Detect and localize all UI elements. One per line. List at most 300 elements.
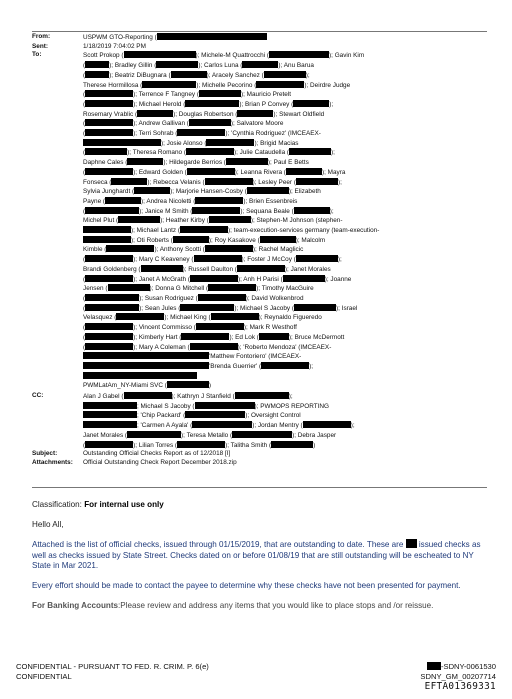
recipient-text: ); Theresa Romano ( [127,149,186,157]
redaction-block [141,265,183,272]
recipient-text: ); [350,422,355,430]
recipient-text: ); Paul E Betts [267,159,309,167]
redaction-block [208,284,256,291]
redaction-block [237,110,273,117]
redaction-block [186,148,234,155]
redaction-block [206,139,254,146]
redaction-block [261,362,309,369]
recipient-text: ); Hildegarde Berrios ( [163,159,226,167]
recipient-line [83,372,492,382]
recipient-line [83,411,492,421]
header-bottom-rule [32,487,487,488]
recipient-text: ); Janet Morales [284,265,331,273]
paragraph-3 [32,601,487,612]
recipient-text: ); [331,149,335,157]
recipient-text: ( [83,304,86,312]
redaction-block [205,245,253,252]
redaction-block [85,148,127,155]
recipient-text: ); Leanna Rivera ( [234,168,286,176]
recipient-text: ); Michele-M Quattrocchi ( [195,52,270,60]
redaction-block [83,226,131,233]
recipient-text: Alan J Gabel ( [83,393,124,401]
recipient-text: ); Gavin Kim [329,52,365,60]
redaction-block [289,148,331,155]
recipient-text: ); Anh H Parisi ( [237,275,283,283]
recipient-line [83,148,492,158]
redaction-block [260,236,296,243]
recipient-line [83,304,492,314]
recipient-text: ); Andrew Gallivan ( [133,120,189,128]
redaction-block [237,265,285,272]
recipient-text: ); [337,256,342,264]
redaction-block [85,275,133,282]
recipient-line [83,187,492,197]
recipient-text: 'Matthew Fontoriero' (IMCEAEX- [209,353,302,361]
recipient-text: ( [83,333,86,341]
redaction-block [180,304,234,311]
bates-sdny-text: -SDNY-0061530 [440,662,496,671]
recipient-text: ); Brian P Convey ( [239,100,294,108]
recipient-text: ( [83,441,86,449]
email-header [32,33,492,468]
recipient-text: ); Joanne [324,275,352,283]
recipient-text: ); Janet A McGrath ( [133,275,190,283]
redaction-block [271,441,316,449]
recipient-line [83,284,492,294]
redaction-block [247,187,289,194]
recipient-line [83,265,492,275]
recipient-text: ); PWMOPS REPORTING [254,402,329,410]
recipient-text: ; Michael S Jacoby ( [137,402,195,410]
recipient-text: ); Lesley Peer ( [252,178,296,186]
recipient-text: ); Michael Lantz ( [131,227,181,235]
redaction-block [283,275,325,282]
recipient-text: ); Terrence F Tangney ( [133,91,199,99]
recipient-text: ); Israel [336,304,358,312]
recipient-line [83,352,492,362]
paragraph-1-text-a: Attached is the list of official checks, issued through 01/15/2019, that are outstanding to date. These are [32,540,404,550]
redaction-block [127,158,163,165]
paragraph-1 [32,539,487,572]
subject-value: Outstanding Official Checks Report as of 12/2018 [I] [83,450,231,458]
recipient-line [83,51,492,61]
recipient-text: ); 'Cynthia Rodriguez' (IMCEAEX- [225,130,321,138]
recipient-line [83,255,492,265]
redaction-block [116,313,164,320]
redaction-block [171,71,207,78]
recipient-text: ); Mary A Coleman ( [133,343,190,351]
recipient-text: ); [288,393,293,401]
recipient-text: ); Rachel Maglicic [252,246,304,254]
redaction-block [406,539,417,548]
redaction-block [181,333,229,340]
redaction-block [85,100,133,107]
redaction-block [83,139,161,146]
recipient-line [83,90,492,100]
classification-line [32,500,487,511]
bates-sdny [420,662,496,672]
recipient-text: ( [83,100,86,108]
recipient-line [83,381,492,391]
to-recipients [83,51,492,391]
to-row [32,51,492,391]
confidential-notice: CONFIDENTIAL - PURSUANT TO FED. R. CRIM. P. 6(e) [16,662,209,671]
attachments-label: Attachments: [32,458,73,466]
recipient-text: ); Susan Rodriguez ( [139,294,198,302]
recipient-text: ( [83,62,86,70]
recipient-text: ); Douglas Robertson ( [173,110,238,118]
recipient-text: Payne ( [83,197,106,205]
redaction-block [167,381,212,390]
recipient-text: Fonseca ( [83,178,112,186]
recipient-text: ); Kimberly Hart ( [133,333,182,341]
redaction-block [196,323,244,330]
recipient-text: ); 'Roberto Mendoza' (IMCEAEX- [237,343,332,351]
email-body [32,500,487,620]
recipient-text: ; 'Carmen A Ayala' ( [137,422,193,430]
greeting: Hello All, [32,519,64,529]
recipient-line [83,431,492,441]
redaction-block [156,61,198,68]
recipient-text: ); [329,100,334,108]
recipient-text: Brandi Goldenberg ( [83,265,141,273]
recipient-text: ); Michael S Jacoby ( [234,304,295,312]
footer-right [420,662,496,692]
recipient-text: PWMLatAm_NY-Miami SVC ( [83,382,167,390]
recipient-text: ); Rebecca Velanis ( [147,178,205,186]
recipient-text: ); Kathryn J Stanfield ( [171,393,235,401]
recipient-line [83,236,492,246]
recipient-text: ); Reynaldo Figueredo [258,314,322,322]
recipient-text: ); [337,178,342,186]
bates-gm: SDNY_GM_00207714 [420,672,496,681]
classification-label: Classification: [32,500,82,509]
redaction-block [198,294,246,301]
redaction-block [124,51,196,58]
attachment-link[interactable]: Official Outstanding Check Report December 2018.zip [83,458,237,466]
recipient-line [83,441,492,451]
recipient-text: ); Michael King ( [164,314,211,322]
recipient-text: ( [83,294,86,302]
recipient-text: ); Donna G Mitchell ( [149,285,209,293]
recipient-text: ); Russell Daulton ( [182,265,237,273]
recipient-text: ); Bradley Gillin ( [109,62,157,70]
subject-row [32,450,492,459]
redaction-block [232,431,292,438]
redaction-block [108,284,150,291]
redaction-block [195,197,243,204]
recipient-text: Janet Morales ( [83,431,128,439]
redaction-block [85,304,139,311]
recipient-text: ); Deirdre Judge [304,81,351,89]
recipient-text: Velasquez ( [83,314,117,322]
redaction-block [85,129,133,136]
recipient-line [83,421,492,431]
recipient-text: ); Anthony Scotti ( [154,246,205,254]
recipient-line [83,119,492,129]
recipient-text: ); Oversight Control [245,412,301,420]
recipient-text: Sylvia Junghardt ( [83,188,135,196]
from-row [32,33,492,43]
redaction-block [83,402,137,409]
redaction-block [180,226,228,233]
recipient-text: ); Teresa Metallo ( [181,431,233,439]
recipient-text: ; 'Chip Packard' ( [137,412,186,420]
recipient-line [83,61,492,71]
recipient-text: ( [83,275,86,283]
header-top-rule [32,31,487,32]
redaction-block [134,187,170,194]
recipient-text: ); team-execution-services germany (team-execution- [228,227,380,235]
redaction-block [118,216,160,223]
from-value: USPWM GTO-Reporting ( [83,34,157,41]
redaction-block [296,178,338,185]
footer-left [16,662,209,682]
redaction-block [85,90,133,97]
recipient-line [83,139,492,149]
recipient-line [83,245,492,255]
recipient-text: ( [83,256,86,264]
recipient-text: ); Heather Kirby ( [160,217,209,225]
redaction-block [111,178,147,185]
recipient-text: Daphne Cales ( [83,159,128,167]
redaction-block [85,71,109,78]
redaction-block [303,421,351,428]
recipient-line [83,129,492,139]
recipient-text: ) [208,382,212,390]
redaction-block [293,100,329,107]
redaction-block [85,441,133,448]
redaction-block [211,313,259,320]
redaction-block [199,90,241,97]
sent-value: 1/18/2019 7:04:02 PM [83,42,146,50]
recipient-line [83,178,492,188]
recipient-text: ); Bruce McDermott [288,333,345,341]
recipient-text: ); Sequana Beale ( [240,207,294,215]
redaction-block [85,119,133,126]
redaction-block [192,421,252,428]
paragraph-2: Every effort should be made to contact the payee to determine why these checks have not been presented for payment. [32,580,461,590]
recipient-text: ); Debra Jasper [292,431,337,439]
redaction-block [85,333,133,340]
recipient-text: ); Terri Sohrab ( [133,130,178,138]
banking-accounts-text: :Please review and address any items that you would like to place stops and /or reissue. [118,600,434,610]
redaction-block [194,255,242,262]
redaction-block [85,207,139,214]
recipient-text: ) [313,441,316,449]
redaction-block [187,168,235,175]
recipient-text: ); Edward Golden ( [133,168,187,176]
redaction-block [127,431,181,438]
recipient-text: ); Oti Roberts ( [131,236,173,244]
redaction-block [83,421,137,428]
recipient-line [83,71,492,81]
redaction-block [190,343,238,350]
sent-label: Sent: [32,42,48,50]
recipient-text: ); Malcolm [295,236,326,244]
to-label: To: [32,51,42,59]
recipient-text: ); Anu Barua [278,62,314,70]
redaction-block [192,207,240,214]
redaction-block [177,441,225,448]
redaction-block [294,304,336,311]
recipient-text: Therese Hormillosa ( [83,81,143,89]
recipient-text: ( [83,130,86,138]
redaction-block [83,362,209,369]
recipient-text: ( [83,324,86,332]
redaction-block [85,294,139,301]
recipient-text: ); Aracely Sanchez ( [206,71,264,79]
recipient-text: ); Marjorie Hansen-Cosby ( [170,188,247,196]
recipient-line [83,343,492,353]
redaction-block [242,61,278,68]
recipient-text: ( [83,343,86,351]
recipient-text: ); Brien Essenbreis [243,197,298,205]
recipient-text: ); Beatriz DiBugnara ( [109,71,171,79]
classification-value: For internal use only [84,500,164,509]
recipient-text: Michel Plut ( [83,217,119,225]
recipient-line [83,226,492,236]
from-label: From: [32,33,51,40]
redaction-block [296,255,338,262]
recipient-text: ); Foster J McCoy ( [241,256,296,264]
recipient-text: Jensen ( [83,285,108,293]
recipient-text: ); [329,207,334,215]
recipient-text: ); Salvatore Moore [230,120,284,128]
redaction-block [142,81,196,88]
redaction-block [264,71,306,78]
recipient-text: ); Mark R Westhoff [243,324,297,332]
redaction-block [173,236,209,243]
redaction-block [85,168,133,175]
recipient-text: ); Julie Cataudella ( [233,149,290,157]
redaction-block [106,245,154,252]
recipient-text: ); Andrea Nicoletti ( [141,197,196,205]
redaction-block [235,392,289,399]
redaction-block [137,110,173,117]
redaction-block [85,255,133,262]
redaction-block [157,33,267,40]
recipient-line [83,294,492,304]
recipient-text: Kimble ( [83,246,107,254]
recipient-text: ); [305,71,310,79]
redaction-block [190,275,238,282]
recipient-line [83,402,492,412]
recipient-text: ); Mary C Keaveney ( [133,256,194,264]
recipient-line [83,333,492,343]
redaction-block [105,197,141,204]
redaction-block [185,411,245,418]
recipient-line [83,392,492,402]
recipient-text: Rosemary Vrablic ( [83,110,138,118]
recipient-text: 'Brenda Guerrier' ( [209,362,262,370]
recipient-text: ); Carlos Luna ( [198,62,243,70]
recipient-text: Scott Prokop ( [83,52,124,60]
recipient-line [83,168,492,178]
redaction-block [226,158,268,165]
redaction-block [177,129,225,136]
redaction-block [256,81,304,88]
cc-label: CC: [32,392,44,400]
recipient-line [83,100,492,110]
recipient-text: ); Ed Lok ( [229,333,259,341]
bates-efta: EFTA01369331 [424,681,496,692]
recipient-text: ); Brigid Macias [254,139,299,147]
redaction-block [124,392,172,399]
recipient-text: ); Talitha Smith ( [225,441,272,449]
redaction-block [286,168,322,175]
recipient-line [83,197,492,207]
subject-label: Subject: [32,450,58,458]
recipient-text: ); Elizabeth [288,188,321,196]
redaction-block [83,411,137,418]
recipient-text: ); [309,362,314,370]
redaction-block [185,100,239,107]
recipient-text: ( [83,71,86,79]
redaction-block [205,178,253,185]
recipient-line [83,158,492,168]
confidential-label: CONFIDENTIAL [16,672,72,681]
redaction-block [269,51,329,58]
recipient-text: ); Sean Jules ( [139,304,181,312]
recipient-line [83,81,492,91]
redaction-block [85,61,109,68]
cc-recipients [83,392,492,450]
recipient-text: ); David Wolkenbrod [245,294,304,302]
recipient-text: ); Stewart Oldfield [273,110,325,118]
recipient-text: ); Michael Herold ( [133,100,186,108]
recipient-text: ( [83,91,86,99]
recipient-line [83,313,492,323]
recipient-line [83,216,492,226]
recipient-text: ); Stephen-M Johnson (stephen- [250,217,343,225]
redaction-block [294,207,330,214]
paragraph-1-text-b: issued checks as well as checks issued by State Street. Checks dated on or before 01/08/19 that are still outstanding will be escheated to NY State in Mar 2021. [32,540,481,571]
recipient-line [83,207,492,217]
recipient-text: ( [83,168,86,176]
recipient-line [83,323,492,333]
recipient-text: ( [83,207,86,215]
redaction-block [189,119,231,126]
recipient-text: ); Timothy MacGuire [256,285,314,293]
redaction-block [83,236,131,243]
cc-row [32,392,492,450]
recipient-text: ); Vincent Commisso ( [133,324,196,332]
recipient-line [83,275,492,285]
redaction-block [427,662,441,670]
recipient-text: ); Lilian Torres ( [133,441,178,449]
sent-row [32,43,492,52]
redaction-block [209,216,251,223]
redaction-block [85,323,133,330]
recipient-text: ); Mayra [321,168,346,176]
recipient-line [83,110,492,120]
recipient-text: ); Janice M Smith ( [139,207,193,215]
redaction-block [259,333,289,340]
redaction-block [195,402,255,409]
attachments-row [32,459,492,468]
recipient-text: ); Jordan Mentry ( [252,422,303,430]
recipient-text: ); Roy Kasakove ( [208,236,260,244]
recipient-line [83,362,492,372]
redaction-block [83,352,209,359]
banking-accounts-label: For Banking Accounts [32,600,119,610]
recipient-text: ( [83,149,86,157]
recipient-text: ( [83,120,86,128]
recipient-text: ); Mauricio Pretelt [240,91,292,99]
redaction-block [83,372,197,379]
redaction-block [85,343,133,350]
